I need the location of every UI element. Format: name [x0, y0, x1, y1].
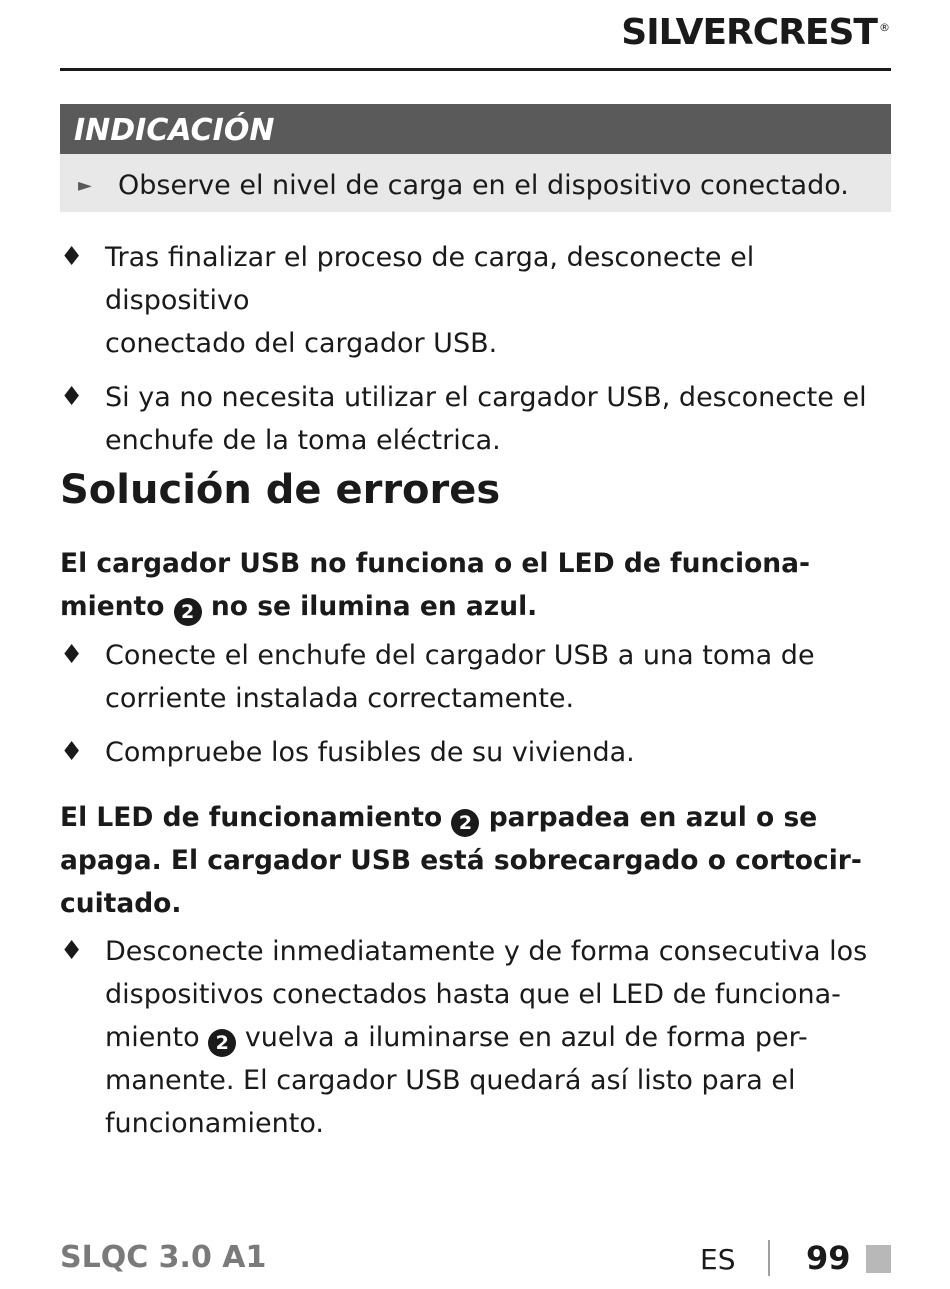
bullet-list-problem2 — [60, 930, 895, 1145]
triangle-bullet-icon: ► — [78, 175, 92, 196]
list-item: ♦ Compruebe los fusibles de su vivienda. — [60, 731, 895, 774]
page-number: 99 — [806, 1239, 851, 1277]
language-code: ES — [700, 1243, 736, 1276]
diamond-bullet-icon: ♦ — [60, 382, 84, 412]
model-number: SLQC 3.0 A1 — [60, 1240, 267, 1275]
page-marker-square — [866, 1245, 891, 1273]
diamond-bullet-icon: ♦ — [60, 640, 84, 670]
list-item: ♦ Tras finalizar el proceso de carga, desconecte el dispositivo conectado del cargador USB. — [60, 236, 895, 365]
brand-logo: SILVERCREST ® — [621, 12, 889, 53]
page-header — [60, 0, 891, 71]
bullet-list-top — [60, 236, 895, 462]
note-title: INDICACIÓN — [60, 104, 891, 154]
bullet-list-problem1 — [60, 634, 895, 774]
note-item: ► Observe el nivel de carga en el dispositivo conectado. — [78, 166, 849, 206]
footer-divider — [768, 1240, 770, 1276]
diamond-bullet-icon: ♦ — [60, 242, 84, 272]
diamond-bullet-icon: ♦ — [60, 737, 84, 767]
section-title: Solución de errores — [60, 467, 501, 513]
list-item: ♦ Desconecte inmediatamente y de forma consecutiva los dispositivos conectados hasta que el LED de funciona- miento 2 vuelva a iluminarse en azul de forma per- manente. El cargador USB quedará así listo para el funcionamiento. — [60, 930, 895, 1145]
number-badge-icon: 2 — [451, 809, 479, 837]
list-item: ♦ Si ya no necesita utilizar el cargador USB, desconecte el enchufe de la toma eléctrica. — [60, 376, 895, 462]
diamond-bullet-icon: ♦ — [60, 936, 84, 966]
list-item: ♦ Conecte el enchufe del cargador USB a una toma de corriente instalada correctamente. — [60, 634, 895, 720]
number-badge-icon: 2 — [174, 598, 202, 626]
note-box — [60, 104, 891, 212]
problem-heading: El cargador USB no funciona o el LED de funciona- miento 2 no se ilumina en azul. — [60, 542, 895, 628]
number-badge-icon: 2 — [208, 1029, 236, 1057]
problem-heading: El LED de funcionamiento 2 parpadea en azul o se apaga. El cargador USB está sobrecargado o cortocir- cuitado. — [60, 802, 862, 919]
